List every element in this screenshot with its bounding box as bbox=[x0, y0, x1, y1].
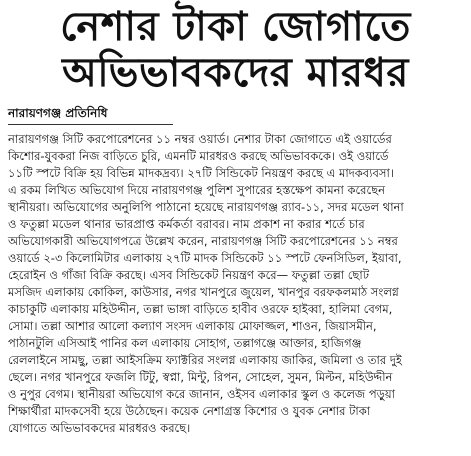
headline-line-2: অভিভাবকদের মারধর bbox=[62, 50, 409, 96]
body-line: ও নুপুর বেগম। স্থানীয়রা অভিযোগ করে জানান, ওইসব এলাকার স্কুল ও কলেজ পড়ুয়া bbox=[8, 387, 396, 401]
headline-line-1: নেশার টাকা জোগাতে bbox=[60, 4, 411, 50]
body-line: নারায়ণগঞ্জ সিটি করপোরেশনের ১১ নম্বর ওয়ার্ড। নেশার টাকা জোগাতে এই ওয়ার্ডের bbox=[8, 132, 392, 146]
body-line: মসজিদ এলাকায় কোকিল, কাউসার, নগর খানপুরে জুয়েল, খানপুর বরফকলমাঠ সংলগ্ন bbox=[8, 285, 399, 299]
body-line: ওয়ার্ডে ২-৩ কিলোমিটার এলাকায় ২৭টি মাদক সিন্ডিকেট ১১ স্পটে ফেনসিডিল, ইয়াবা, bbox=[8, 251, 402, 265]
body-line: ও ফতুল্লা মডেল থানার ভারপ্রাপ্ত কর্মকর্তা বরাবর। নাম প্রকাশ না করার শর্তে চার bbox=[8, 217, 365, 231]
body-line: অভিযোগকারী অভিযোগপত্রে উল্লেখ করেন, নারায়ণগঞ্জ সিটি করপোরেশনের ১১ নম্বর bbox=[8, 234, 398, 248]
byline: নারায়ণগঞ্জ প্রতিনিধি bbox=[8, 106, 108, 120]
body-line: সোমা। তল্লা আশার আলো কল্যাণ সংসদ এলাকায় মোফাজ্জল, শাওন, জিয়াসমীন, bbox=[8, 319, 377, 333]
body-line: কাচাকুটি এলাকায় মহিউদ্দীন, তল্লা ভাঙ্গা বাড়িতে হাবীব ওরফে হাইব্বা, হালিমা বেগম, bbox=[8, 302, 393, 316]
body-line: স্থানীয়রা। অভিযোগের অনুলিপি পাঠানো হয়েছে নারায়ণগঞ্জ র‍্যাব-১১, সদর মডেল থানা bbox=[8, 200, 404, 214]
body-line: কিশোর-যুবকরা নিজ বাড়িতে চুরি, এমনটি মারধরও করছে অভিভাবককে। ওই ওয়ার্ডে bbox=[8, 149, 389, 163]
body-line: যোগাতে অভিভাবকদের মারধরও করছে। bbox=[8, 421, 191, 435]
body-line: ১১টি স্পটে বিক্রি হয় বিভিন্ন মাদকদ্রব্য। ২৭টি সিন্ডিকেট নিয়ন্ত্রণ করছে এ মাদকব্যবসা। bbox=[8, 166, 394, 180]
body-line: হেরোইন ও গাঁজা বিক্রি করছে। এসব সিন্ডিকেট নিয়ন্ত্রণ করে— ফতুল্লা তল্লা ছোট bbox=[8, 268, 370, 282]
body-line: শিক্ষার্থীরা মাদকসেবী হয়ে উঠেছেন। কয়েক নেশাগ্রস্ত কিশোর ও যুবক নেশার টাকা bbox=[8, 404, 371, 418]
article-body bbox=[8, 131, 463, 437]
byline-underline bbox=[8, 124, 173, 125]
headline bbox=[8, 4, 463, 96]
body-line: রেললাইনে সামছু, তল্লা আইসক্রিম ফ্যাক্টরির সংলগ্ন এলাকায় জাকির, জমিলা ও তার দুই bbox=[8, 353, 402, 367]
body-line: ছেলে। নগর খানপুরে ফজলি টিটু, স্বপ্না, মিন্টু, রিপন, সোহেল, সুমন, মিল্টন, মহিউদ্দীন bbox=[8, 370, 393, 384]
body-line: এ রকম লিখিত অভিযোগ দিয়ে নারায়ণগঞ্জ পুলিশ সুপারের হস্তক্ষেপ কামনা করেছেন bbox=[8, 183, 385, 197]
body-line: পাঠানটুলি এসিআই পানির কল এলাকায় সোহাগ, তল্লাগঞ্জে আক্তার, হাজিগঞ্জ bbox=[8, 336, 362, 350]
